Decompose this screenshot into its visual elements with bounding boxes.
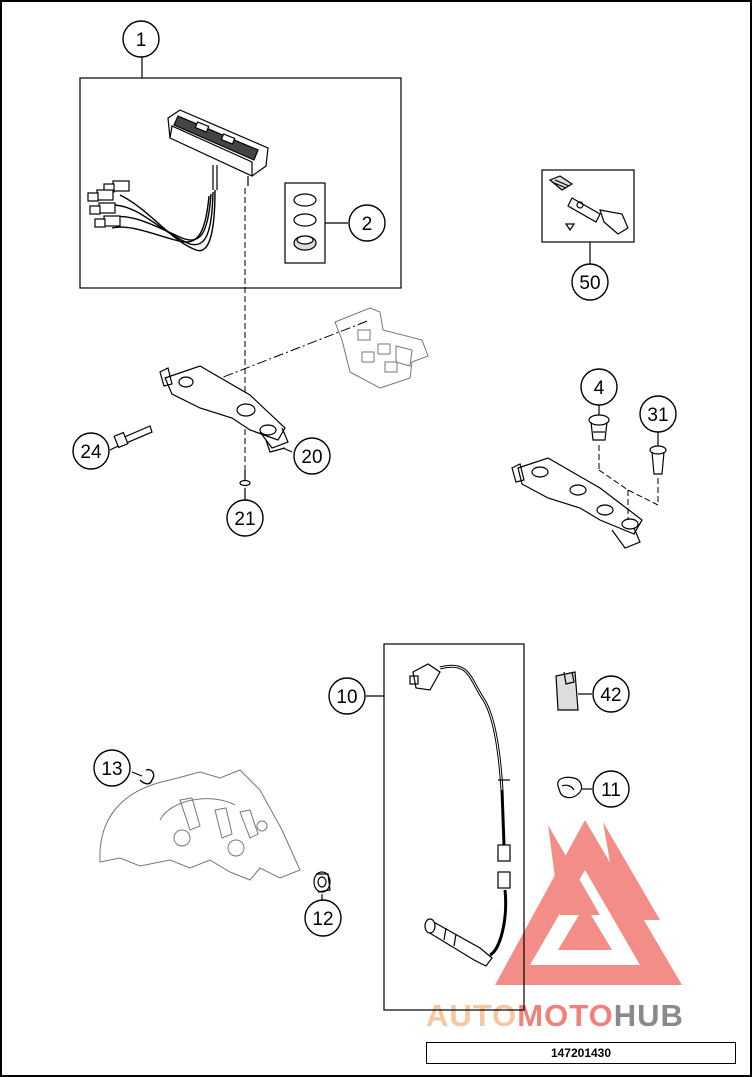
callout-10 bbox=[329, 678, 365, 714]
svg-text:10: 10 bbox=[336, 687, 358, 708]
callout-24 bbox=[73, 433, 109, 469]
callout-31 bbox=[640, 396, 676, 432]
screw-21 bbox=[240, 470, 250, 486]
brake-disc bbox=[100, 770, 300, 880]
callout-42 bbox=[593, 676, 629, 712]
speed-sensor bbox=[410, 664, 510, 966]
headlight-bracket bbox=[335, 308, 428, 388]
callout-2 bbox=[349, 205, 385, 241]
svg-text:11: 11 bbox=[601, 780, 621, 801]
watermark-logo bbox=[495, 820, 682, 985]
spacer-12 bbox=[314, 872, 330, 892]
svg-text:20: 20 bbox=[301, 447, 323, 468]
bolt-24 bbox=[114, 426, 152, 447]
battery-cover-set bbox=[294, 194, 316, 250]
callout-1 bbox=[123, 21, 159, 57]
svg-text:21: 21 bbox=[234, 509, 256, 530]
callout-11 bbox=[593, 771, 629, 807]
cable-clip-42 bbox=[556, 672, 578, 710]
callout-13 bbox=[94, 750, 130, 786]
spacer-31 bbox=[650, 446, 666, 474]
callout-4 bbox=[581, 369, 617, 405]
bracket-assembly-right bbox=[512, 458, 642, 548]
callout-20 bbox=[294, 438, 330, 474]
speedometer-unit bbox=[88, 110, 268, 251]
svg-text:12: 12 bbox=[312, 909, 334, 930]
circlip-13 bbox=[140, 770, 154, 784]
callout-12 bbox=[305, 900, 341, 936]
callout-21 bbox=[227, 500, 263, 536]
speedometer-bracket bbox=[160, 366, 288, 452]
svg-text:31: 31 bbox=[647, 405, 669, 426]
svg-text:2: 2 bbox=[361, 214, 373, 235]
grommet-4 bbox=[589, 415, 609, 440]
svg-text:50: 50 bbox=[579, 273, 601, 294]
svg-text:42: 42 bbox=[600, 685, 622, 706]
cable-clamp-11 bbox=[558, 777, 582, 797]
callout-50 bbox=[572, 264, 608, 300]
watermark-text: AUTOMOTOHUB bbox=[426, 998, 684, 1033]
svg-text:4: 4 bbox=[593, 378, 605, 399]
svg-text:13: 13 bbox=[101, 759, 123, 780]
group-box-2 bbox=[285, 183, 325, 263]
lock-set bbox=[550, 176, 628, 234]
svg-text:1: 1 bbox=[135, 30, 147, 51]
svg-text:24: 24 bbox=[80, 442, 102, 463]
reference-number: 147201430 bbox=[426, 1042, 736, 1064]
